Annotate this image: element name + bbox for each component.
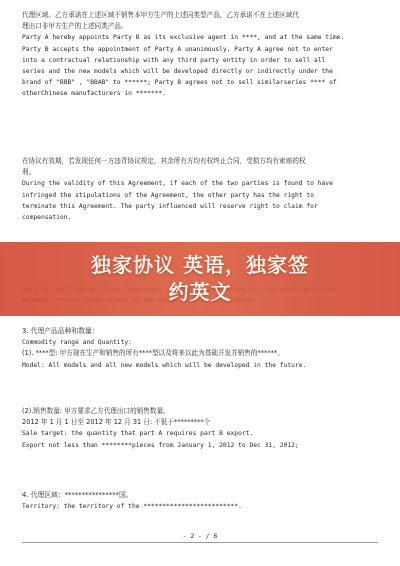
validity-clause-block xyxy=(22,156,378,223)
text-line: brand of "BBB" , "BBAB" to ******; Party B agrees not to sell similarseries **** of xyxy=(22,79,337,87)
text-line: Commodity range and Quantity: xyxy=(22,339,132,347)
text-line: Territory: the territory of the *************************. xyxy=(22,503,242,511)
text-line: Party A hereby appoints Party B as its exclusive agent in ****, and at the same time. xyxy=(22,34,345,42)
text-line: Export not less than ********pieces from January 1, 2012 to Dec 31, 2012; xyxy=(22,441,299,449)
text-line: infringed the stipulations of the Agreement, the other party has the right to xyxy=(22,191,314,199)
text-line: terminate this Agreement. The party influenced will reserve right to claim for xyxy=(22,202,318,210)
section-4-block xyxy=(22,490,378,512)
text-line: (1). ****型: 甲方现在生产和销售的所有****型以及将来以此为基础开发并销售的******。 xyxy=(22,349,284,358)
text-line: compensation. xyxy=(22,214,72,222)
banner-title-line-2: 约英文 xyxy=(168,280,232,304)
text-line: otherChinese manufacturers in *******. xyxy=(22,90,167,98)
text-line: 在协议有效期，若发现任何一方违背协议规定，其余所有方均有权终止合同，受损方均有索赔的权 xyxy=(22,157,306,165)
footer-divider xyxy=(22,542,378,543)
section-heading: 4. 代理区域：****************国。 xyxy=(22,491,133,499)
text-line: 利。 xyxy=(22,168,36,177)
section-3-sales-block xyxy=(22,406,378,451)
page-number: - 2 - / 6 xyxy=(182,532,218,540)
text-line: (2).销售数量: 甲方要求乙方代理出口的销售数量。 xyxy=(22,407,170,415)
title-banner xyxy=(0,242,400,316)
text-line: into a contractual relationship with any third party entity in order to sell all xyxy=(22,56,326,64)
clause-2-block xyxy=(22,10,378,100)
section-heading: 3. 代理产品品种和数量： xyxy=(22,327,99,335)
text-line: 理出口非甲方生产的上述同类产品。 xyxy=(22,22,128,31)
section-3-block xyxy=(22,326,378,371)
banner-title-line-1: 独家协议 英语，独家签 xyxy=(91,253,309,277)
text-line: Party B accepts the appointment of Party A unanimously. Party A agree not to enter xyxy=(22,45,333,53)
text-line: series and the new models which will be developed directly or indirectly under the xyxy=(22,68,333,76)
text-line: Model: All models and all new models which will be developed in the future. xyxy=(22,361,307,369)
text-line: Sale target: the quantity that part A requires part B export. xyxy=(22,430,254,438)
text-line: 代理区域。乙方承诺在上述区域不销售本甲方生产的上述同类型产品，乙方承诺不在上述区域代 xyxy=(22,11,299,19)
text-line: During the validity of this Agreement, if each of the two parties is found to have xyxy=(22,180,333,188)
text-line: 2012 年 1 月 1 日至 2012 年 12 月 31 日: 不低于*********个 xyxy=(22,418,211,427)
